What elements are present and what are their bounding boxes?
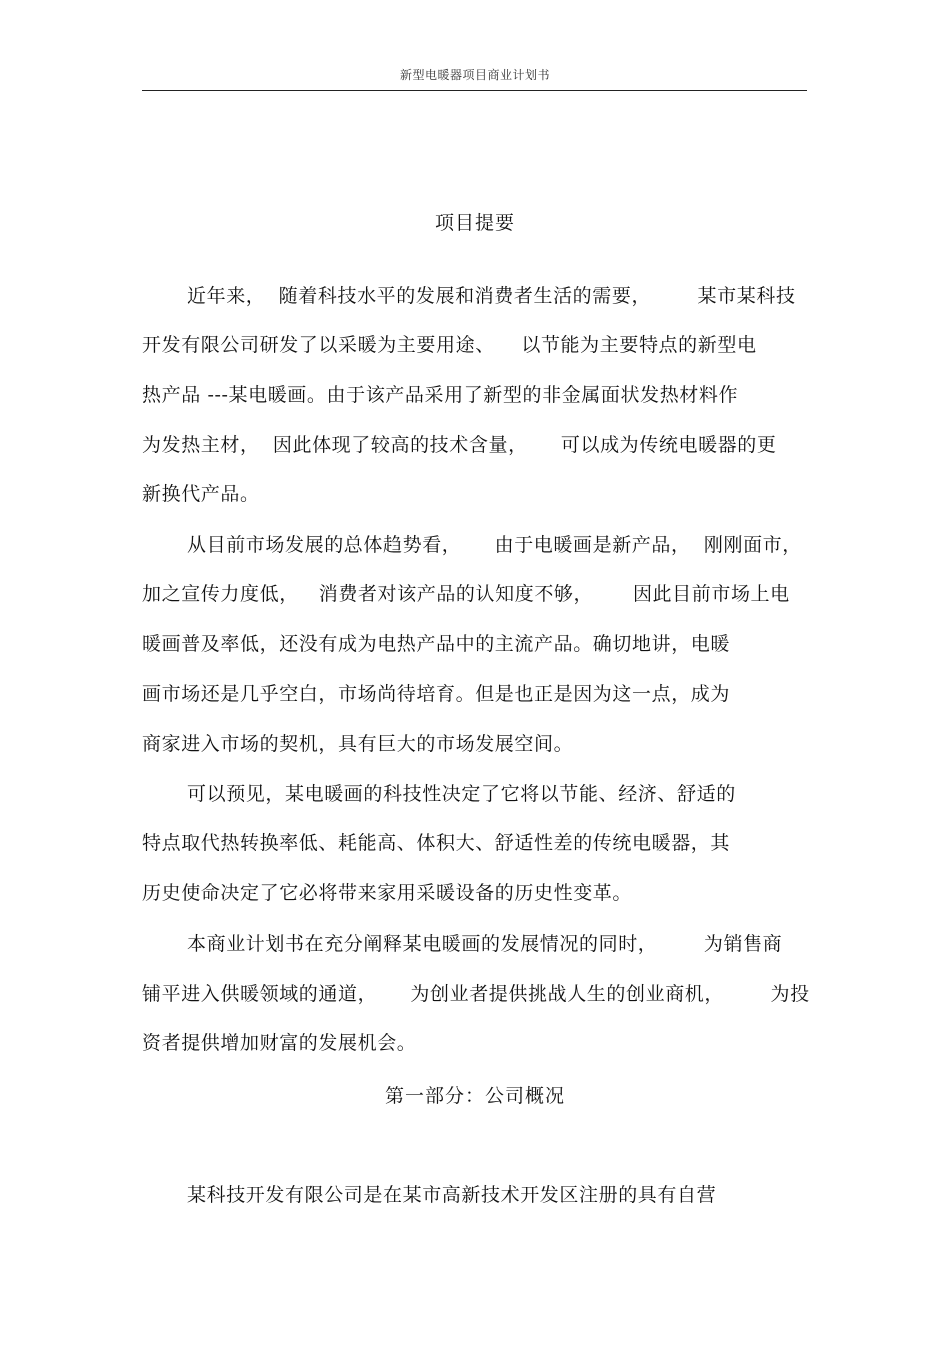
paragraph-line: 本商业计划书在充分阐释某电暖画的发展情况的同时， 为销售商 (187, 933, 783, 955)
paragraph-line: 画市场还是几乎空白，市场尚待培育。但是也正是因为这一点，成为 (142, 683, 731, 705)
header-divider (142, 90, 807, 91)
section-title-summary: 项目提要 (434, 212, 515, 234)
paragraph-line: 加之宣传力度低， 消费者对该产品的认知度不够， 因此目前市场上电 (142, 583, 790, 605)
paragraph-line: 从目前市场发展的总体趋势看， 由于电暖画是新产品， 刚刚面市， (187, 534, 802, 556)
paragraph-line: 暖画普及率低，还没有成为电热产品中的主流产品。确切地讲，电暖 (142, 633, 731, 655)
paragraph-line: 商家进入市场的契机，具有巨大的市场发展空间。 (142, 733, 574, 755)
paragraph-line: 可以预见，某电暖画的科技性决定了它将以节能、经济、舒适的 (187, 783, 736, 805)
paragraph-line: 资者提供增加财富的发展机会。 (142, 1032, 417, 1054)
paragraph-line: 为发热主材， 因此体现了较高的技术含量， 可以成为传统电暖器的更 (142, 434, 777, 456)
section-title-part-one: 第一部分：公司概况 (384, 1085, 565, 1107)
paragraph-line: 某科技开发有限公司是在某市高新技术开发区注册的具有自营 (187, 1184, 717, 1206)
paragraph-line: 新换代产品。 (142, 483, 260, 505)
paragraph-line: 特点取代热转换率低、耗能高、体积大、舒适性差的传统电暖器，其 (142, 832, 731, 854)
paragraph-line: 历史使命决定了它必将带来家用采暖设备的历史性变革。 (142, 882, 633, 904)
paragraph-line: 铺平进入供暖领域的通道， 为创业者提供挑战人生的创业商机， 为投 (142, 983, 810, 1005)
running-header: 新型电暖器项目商业计划书 (399, 68, 550, 82)
paragraph-line: 热产品 ---某电暖画。由于该产品采用了新型的非金属面状发热材料作 (142, 384, 739, 406)
paragraph-line: 近年来， 随着科技水平的发展和消费者生活的需要， 某市某科技 (187, 285, 796, 307)
paragraph-line: 开发有限公司研发了以采暖为主要用途、 以节能为主要特点的新型电 (142, 334, 757, 356)
